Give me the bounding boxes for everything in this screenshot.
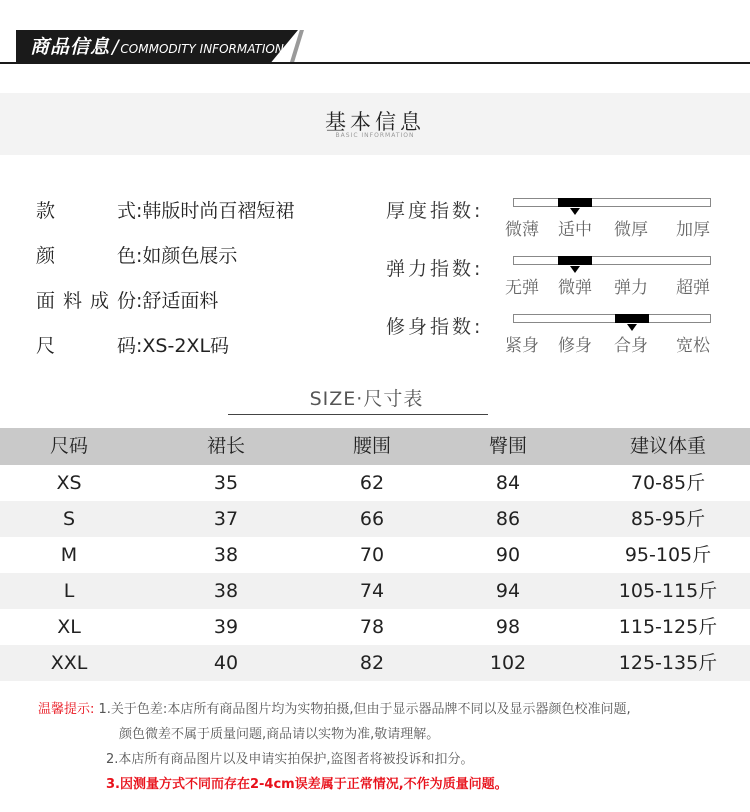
note-lead: 温馨提示: [38,702,95,717]
banner-title-en: COMMODITY INFORMATION [120,42,284,56]
table-cell: XS [56,472,82,494]
table-cell: 40 [213,652,239,674]
fit-index-marker [615,314,649,323]
table-cell: 38 [213,544,239,566]
fit-index-bar [513,314,711,323]
table-cell: 94 [495,580,521,602]
table-row [0,465,750,501]
table-row [0,537,750,573]
fit-index-label: 修身指数: [386,316,484,338]
table-cell: 78 [359,616,385,638]
note-line-1b: 颜色微差不属于质量问题,商品请以实物为准,敬请理解。 [119,727,440,742]
column-header: 腰围 [352,435,391,457]
attr-label: 尺码 [36,335,136,357]
fit-option: 紧身 [505,336,539,356]
banner-slash: / [112,36,119,58]
table-cell: 102 [489,652,527,674]
note-line-1 [38,698,631,717]
size-table-title: SIZE·尺寸表 [309,388,424,410]
table-cell: 95-105斤 [624,544,712,566]
attr-size: 尺码:XS-2XL码 [36,331,229,358]
basic-info-title: 基本信息 [325,110,425,134]
table-header-row [0,428,750,465]
table-cell: 35 [213,472,239,494]
table-cell: 37 [213,508,239,530]
banner-title-cn: 商品信息 [30,36,111,58]
attr-label: 面料成份 [36,290,136,312]
column-header: 臀围 [488,435,527,457]
thickness-index-label: 厚度指数: [386,200,484,222]
elasticity-option: 弹力 [614,278,648,298]
table-row [0,609,750,645]
table-cell: 66 [359,508,385,530]
elasticity-index-bar [513,256,711,265]
column-header: 裙长 [206,435,245,457]
thickness-index-marker [558,198,592,207]
thickness-option: 加厚 [676,220,710,240]
attr-color: 颜色:如颜色展示 [36,241,237,268]
table-cell: 85-95斤 [630,508,706,530]
note-line-2: 2.本店所有商品图片以及申请实拍保护,盗图者将被投诉和扣分。 [106,752,474,767]
basic-info-subtitle: BASIC INFORMATION [335,132,415,139]
attr-value: 如颜色展示 [142,245,238,267]
fit-option: 修身 [558,336,592,356]
banner-title [30,30,284,64]
column-header: 尺码 [49,435,88,457]
table-cell: 90 [495,544,521,566]
note-text: 1.关于色差:本店所有商品图片均为实物拍摄,但由于显示器品牌不同以及显示器颜色校准问题, [98,702,631,717]
elasticity-option: 无弹 [505,278,539,298]
table-cell: 84 [495,472,521,494]
fit-index-pointer [627,324,637,331]
elasticity-index-pointer [570,266,580,273]
table-cell: 62 [359,472,385,494]
table-cell: 115-125斤 [618,616,718,638]
attr-fabric: 面料成份:舒适面料 [36,286,218,313]
commodity-info-banner [0,0,750,70]
table-cell: M [60,544,78,566]
thickness-option: 适中 [558,220,592,240]
thickness-option: 微薄 [505,220,539,240]
thickness-index-bar [513,198,711,207]
attr-label: 颜色 [36,245,136,267]
elasticity-index-marker [558,256,592,265]
fit-option: 合身 [614,336,648,356]
table-cell: 125-135斤 [618,652,718,674]
attr-style: 款式:韩版时尚百褶短裙 [36,196,294,223]
table-row [0,645,750,681]
table-cell: 70-85斤 [630,472,706,494]
table-cell: XXL [50,652,88,674]
size-table [0,428,750,681]
table-cell: 70 [359,544,385,566]
elasticity-option: 超弹 [676,278,710,298]
attr-value: 舒适面料 [142,290,219,312]
size-title-underline [228,414,488,415]
elasticity-index-label: 弹力指数: [386,258,484,280]
table-cell: L [63,580,75,602]
column-header: 建议体重 [629,435,706,457]
table-cell: 82 [359,652,385,674]
table-cell: 105-115斤 [618,580,718,602]
elasticity-option: 微弹 [558,278,592,298]
table-cell: 39 [213,616,239,638]
note-line-3: 3.因测量方式不同而存在2-4cm误差属于正常情况,不作为质量问题。 [106,777,508,792]
thickness-option: 微厚 [614,220,648,240]
attr-label: 款式 [36,200,136,222]
table-row [0,573,750,609]
table-cell: 86 [495,508,521,530]
attr-value: XS-2XL码 [142,335,230,357]
fit-option: 宽松 [676,336,710,356]
attr-value: 韩版时尚百褶短裙 [142,200,295,222]
table-cell: XL [57,616,81,638]
table-cell: S [62,508,76,530]
thickness-index-pointer [570,208,580,215]
table-cell: 38 [213,580,239,602]
table-cell: 74 [359,580,385,602]
table-cell: 98 [495,616,521,638]
table-row [0,501,750,537]
